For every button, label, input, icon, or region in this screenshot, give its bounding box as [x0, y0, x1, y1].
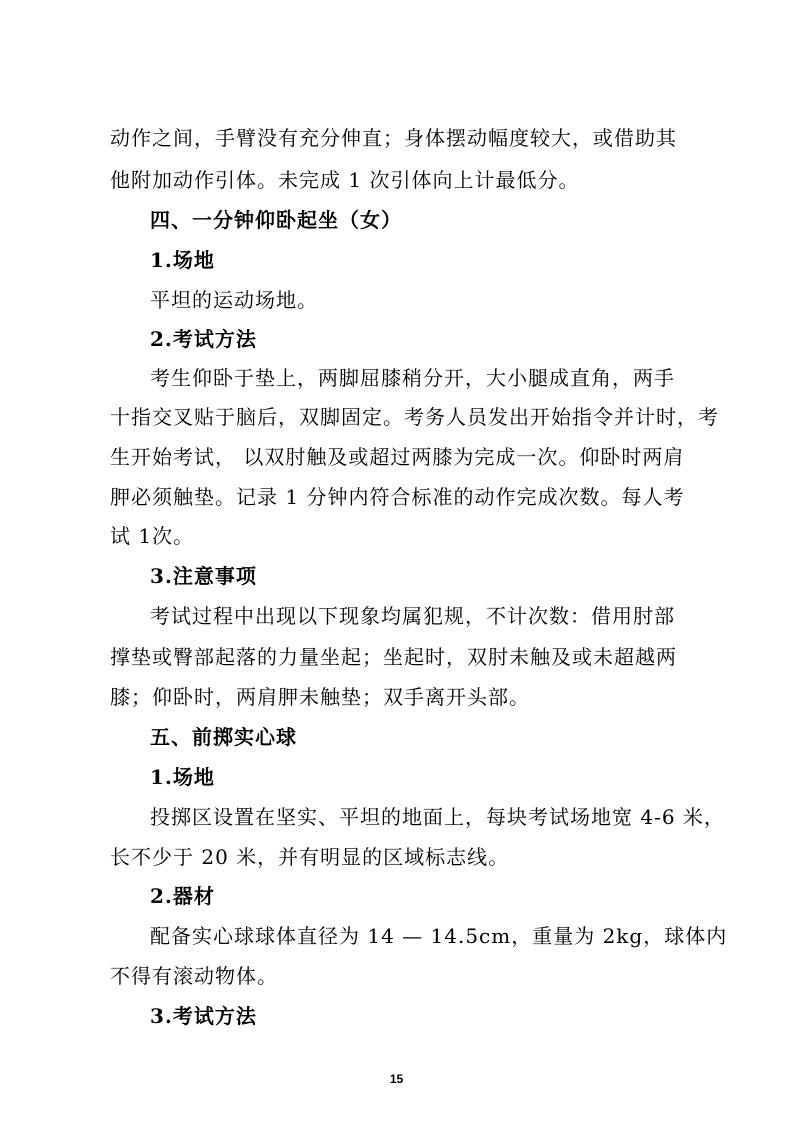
page-number: 15 — [389, 1072, 404, 1086]
paragraph-line: 考生仰卧于垫上，两脚屈膝稍分开，大小腿成直角，两手 — [150, 366, 675, 390]
subsection-heading: 3.考试方法 — [150, 1004, 257, 1028]
paragraph-line: 膝；仰卧时，两肩胛未触垫；双手离开头部。 — [110, 685, 530, 709]
section-heading: 五、前掷实心球 — [150, 725, 297, 749]
section-heading: 四、一分钟仰卧起坐（女） — [150, 208, 402, 232]
subsection-heading: 1.场地 — [150, 248, 215, 272]
paragraph-line: 长不少于 20 米，并有明显的区域标志线。 — [110, 845, 510, 869]
paragraph-line: 生开始考试， 以双肘触及或超过两膝为完成一次。仰卧时两肩 — [110, 445, 685, 469]
paragraph-line: 胛必须触垫。记录 1 分钟内符合标准的动作完成次数。每人考 — [110, 485, 685, 509]
paragraph-line: 试 1次。 — [110, 524, 195, 548]
subsection-heading: 3.注意事项 — [150, 564, 257, 588]
paragraph-line: 他附加动作引体。未完成 1 次引体向上计最低分。 — [110, 168, 580, 192]
paragraph-line: 考试过程中出现以下现象均属犯规，不计次数：借用肘部 — [150, 604, 675, 628]
paragraph-line: 不得有滚动物体。 — [110, 964, 278, 988]
paragraph-line: 配备实心球球体直径为 14 — 14.5cm，重量为 2kg，球体内 — [150, 924, 728, 948]
paragraph-line: 动作之间，手臂没有充分伸直；身体摆动幅度较大，或借助其 — [110, 126, 677, 150]
paragraph-line: 平坦的运动场地。 — [150, 288, 318, 312]
paragraph-line: 十指交叉贴于脑后，双脚固定。考务人员发出开始指令并计时，考 — [110, 405, 719, 429]
subsection-heading: 1.场地 — [150, 765, 215, 789]
subsection-heading: 2.器材 — [150, 884, 215, 908]
paragraph-line: 撑垫或臀部起落的力量坐起；坐起时，双肘未触及或未超越两 — [110, 645, 677, 669]
paragraph-line: 投掷区设置在坚实、平坦的地面上，每块考试场地宽 4-6 米， — [150, 805, 725, 829]
subsection-heading: 2.考试方法 — [150, 327, 257, 351]
